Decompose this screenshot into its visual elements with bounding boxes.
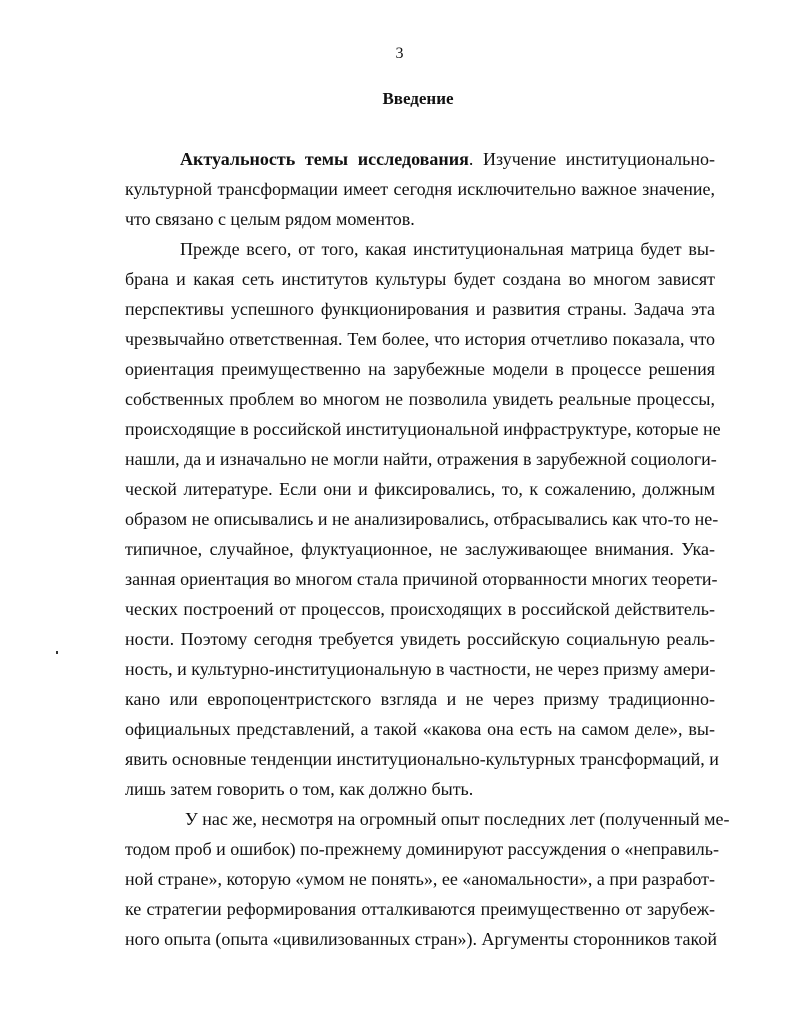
paragraph-2-line: происходящие в российской институциональной инфраструктуре, которые не <box>125 419 721 439</box>
paragraph-2-line: ориентация преимущественно на зарубежные модели в процессе решения <box>125 359 715 379</box>
paragraph-1-line-2: культурной трансформации имеет сегодня исключительно важное значение, <box>125 179 715 199</box>
bold-lead: Актуальность темы исследования <box>180 149 469 169</box>
paragraph-3-line: ной стране», которую «умом не понять», ее «аномальности», а при разработ- <box>125 869 715 889</box>
paragraph-3-line: ке стратегии реформирования отталкиваются преимущественно от зарубеж- <box>125 899 715 919</box>
paragraph-2-line: перспективы успешного функционирования и развития страны. Задача эта <box>125 299 715 319</box>
paragraph-2-line: ность, и культурно-институциональную в частности, не через призму амери- <box>125 659 716 679</box>
scan-speck <box>56 651 58 654</box>
paragraph-2-line: чрезвычайно ответственная. Тем более, что история отчетливо показала, что <box>125 329 715 349</box>
paragraph-2-line: явить основные тенденции институционально-культурных трансформаций, и <box>125 749 719 769</box>
paragraph-2-line: официальных представлений, а такой «какова она есть на самом деле», вы- <box>125 719 715 739</box>
paragraph-3-line: ного опыта (опыта «цивилизованных стран»). Аргументы сторонников такой <box>125 929 717 949</box>
paragraph-3-line: тодом проб и ошибок) по-прежнему доминируют рассуждения о «неправиль- <box>125 839 719 859</box>
paragraph-3-line: У нас же, несмотря на огромный опыт последних лет (полученный ме- <box>185 809 730 829</box>
paragraph-2-line: ности. Поэтому сегодня требуется увидеть российскую социальную реаль- <box>125 629 715 649</box>
paragraph-1-line-1-text: . Изучение институционально- <box>468 149 715 169</box>
paragraph-2-line: образом не описывались и не анализировались, отбрасывались как что-то не- <box>125 509 719 529</box>
paragraph-2-line: брана и какая сеть институтов культуры будет создана во многом зависят <box>125 269 715 289</box>
paragraph-2-line: ческих построений от процессов, происходящих в российской действитель- <box>125 599 715 619</box>
paragraph-2-line: собственных проблем во многом не позволила увидеть реальные процессы, <box>125 389 715 409</box>
paragraph-2-line: кано или европоцентристского взгляда и не через призму традиционно- <box>125 689 715 709</box>
paragraph-2-line: типичное, случайное, флуктуационное, не заслуживающее внимания. Ука- <box>125 539 715 559</box>
paragraph-1-line-3: что связано с целым рядом моментов. <box>125 209 415 229</box>
paragraph-2-line: занная ориентация во многом стала причиной оторванности многих теорети- <box>125 569 718 589</box>
paragraph-1-line-1 <box>180 148 715 170</box>
paragraph-2-line: нашли, да и изначально не могли найти, отражения в зарубежной социологи- <box>125 449 717 469</box>
page-number: 3 <box>395 45 404 62</box>
paragraph-2-line: Прежде всего, от того, какая институциональная матрица будет вы- <box>180 239 715 259</box>
paragraph-2-line: ческой литературе. Если они и фиксировались, то, к сожалению, должным <box>125 479 715 499</box>
paragraph-2-line: лишь затем говорить о том, как должно быть. <box>125 779 474 799</box>
section-title: Введение <box>382 89 454 108</box>
